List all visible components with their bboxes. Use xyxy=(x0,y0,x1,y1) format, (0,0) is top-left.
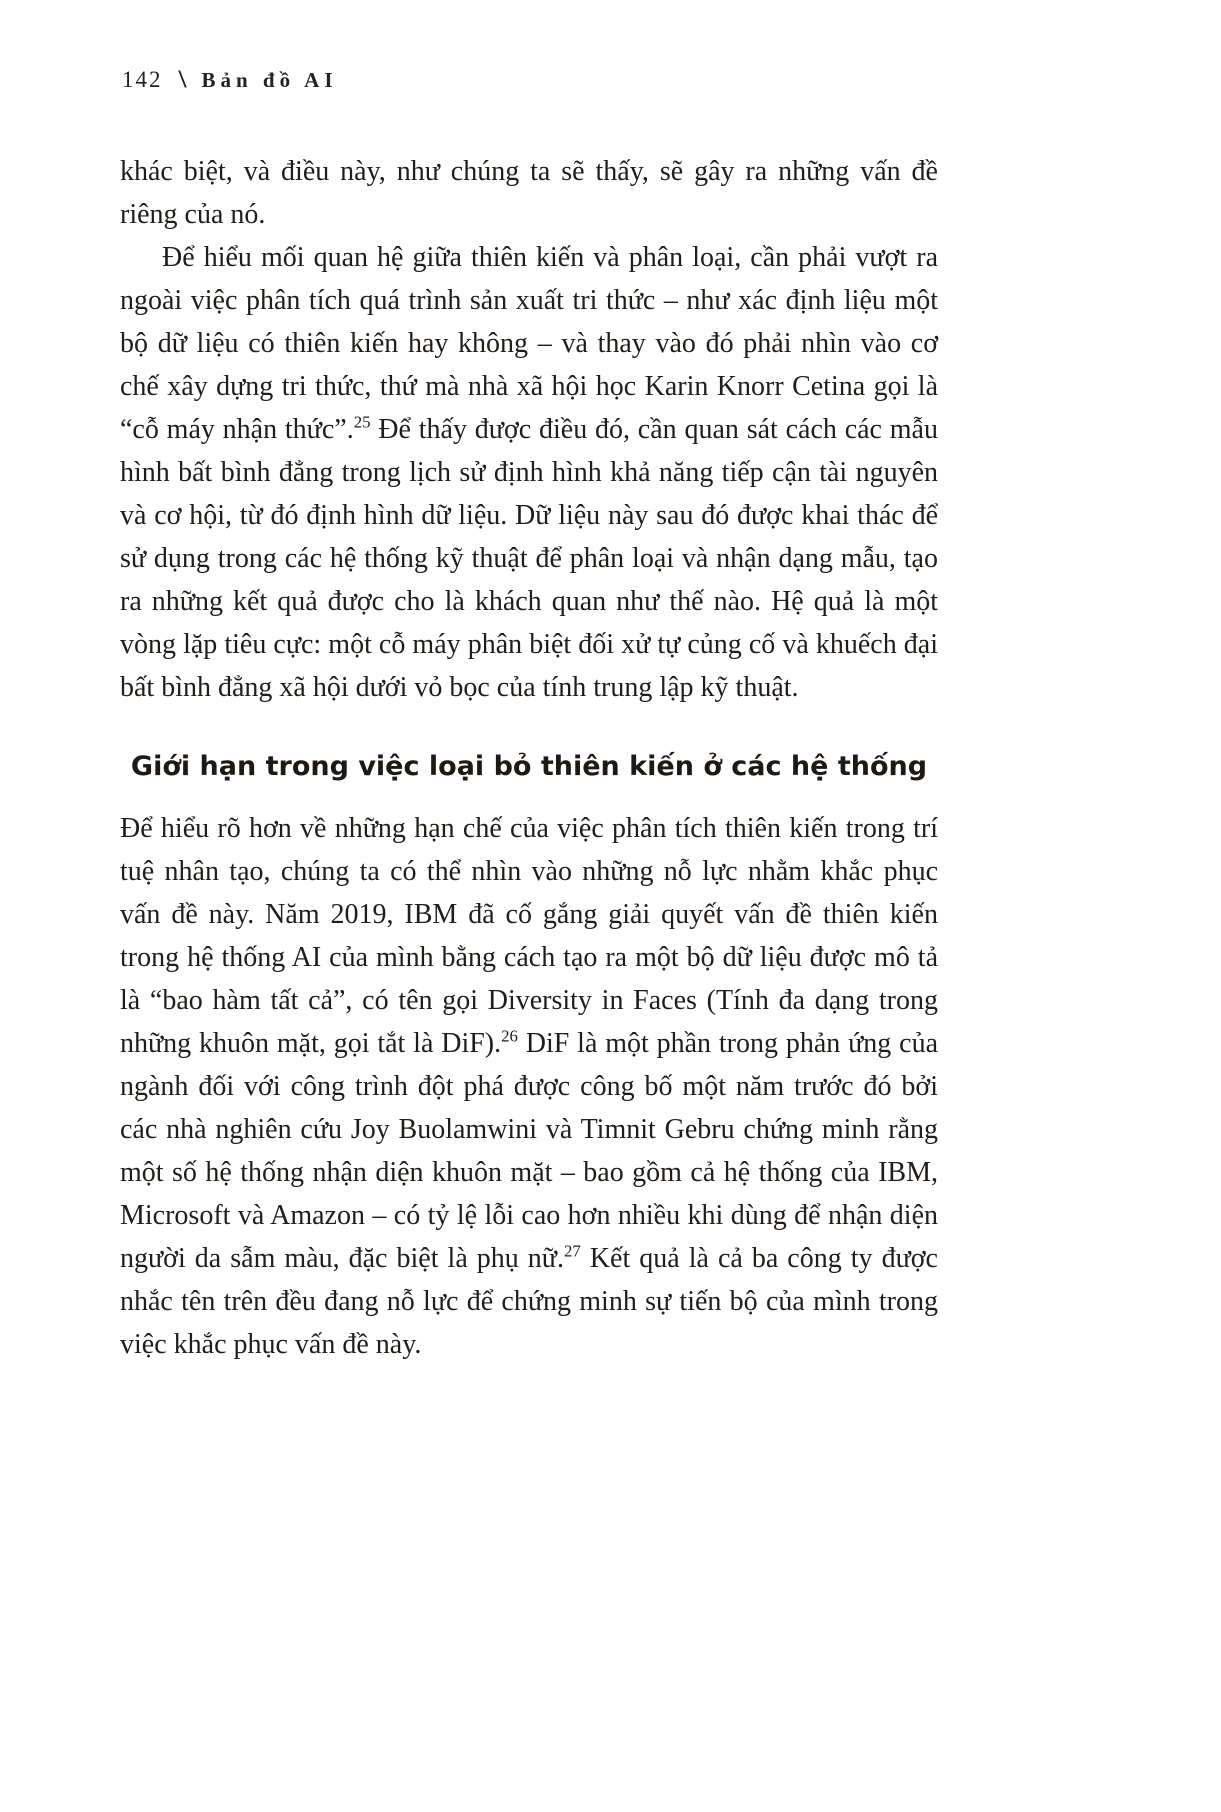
paragraph: Để hiểu mối quan hệ giữa thiên kiến và phân loại, cần phải vượt ra ngoài việc phân tích quá trình sản xuất tri thức – như xác định liệu một bộ dữ liệu có thiên kiến hay không – và thay vào đó phải nhìn vào cơ chế xây dựng tri thức, thứ mà nhà xã hội học Karin Knorr Cetina gọi là “cỗ máy nhận thức”.$^{25}$ Để thấy được điều đó, cần quan sát cách các mẫu hình bất bình đẳng trong lịch sử định hình khả năng tiếp cận tài nguyên và cơ hội, từ đó định hình dữ liệu. Dữ liệu này sau đó được khai thác để sử dụng trong các hệ thống kỹ thuật để phân loại và nhận dạng mẫu, tạo ra những kết quả được cho là khách quan như thế nào. Hệ quả là một vòng lặp tiêu cực: một cỗ máy phân biệt đối xử tự củng cố và khuếch đại bất bình đẳng xã hội dưới vỏ bọc của tính trung lập kỹ thuật. xyxy=(120,242,938,703)
page-content xyxy=(120,150,938,1366)
footnote-reference: 27 xyxy=(563,1241,581,1261)
book-title: Bản đồ AI xyxy=(201,68,338,92)
paragraph: khác biệt, và điều này, như chúng ta sẽ thấy, sẽ gây ra những vấn đề riêng của nó. xyxy=(120,156,938,230)
page-header xyxy=(122,66,338,94)
section-heading: Giới hạn trong việc loại bỏ thiên kiến ở các hệ thống xyxy=(130,751,928,782)
footnote-reference: 25 xyxy=(353,412,371,432)
paragraph: Để hiểu rõ hơn về những hạn chế của việc phân tích thiên kiến trong trí tuệ nhân tạo, chúng ta có thể nhìn vào những nỗ lực nhằm khắc phục vấn đề này. Năm 2019, IBM đã cố gắng giải quyết vấn đề thiên kiến trong hệ thống AI của mình bằng cách tạo ra một bộ dữ liệu được mô tả là “bao hàm tất cả”, có tên gọi Diversity in Faces (Tính đa dạng trong những khuôn mặt, gọi tắt là DiF).$^{26}$ DiF là một phần trong phản ứng của ngành đối với công trình đột phá được công bố một năm trước đó bởi các nhà nghiên cứu Joy Buolamwini và Timnit Gebru chứng minh rằng một số hệ thống nhận diện khuôn mặt – bao gồm cả hệ thống của IBM, Microsoft và Amazon – có tỷ lệ lỗi cao hơn nhiều khi dùng để nhận diện người da sẫm màu, đặc biệt là phụ nữ.$^{27}$ Kết quả là cả ba công ty được nhắc tên trên đều đang nỗ lực để chứng minh sự tiến bộ của mình trong việc khắc phục vấn đề này. xyxy=(120,813,939,1360)
page-number: 142 xyxy=(122,67,163,92)
footnote-reference: 26 xyxy=(501,1026,518,1046)
header-separator-icon: \ xyxy=(177,66,186,93)
